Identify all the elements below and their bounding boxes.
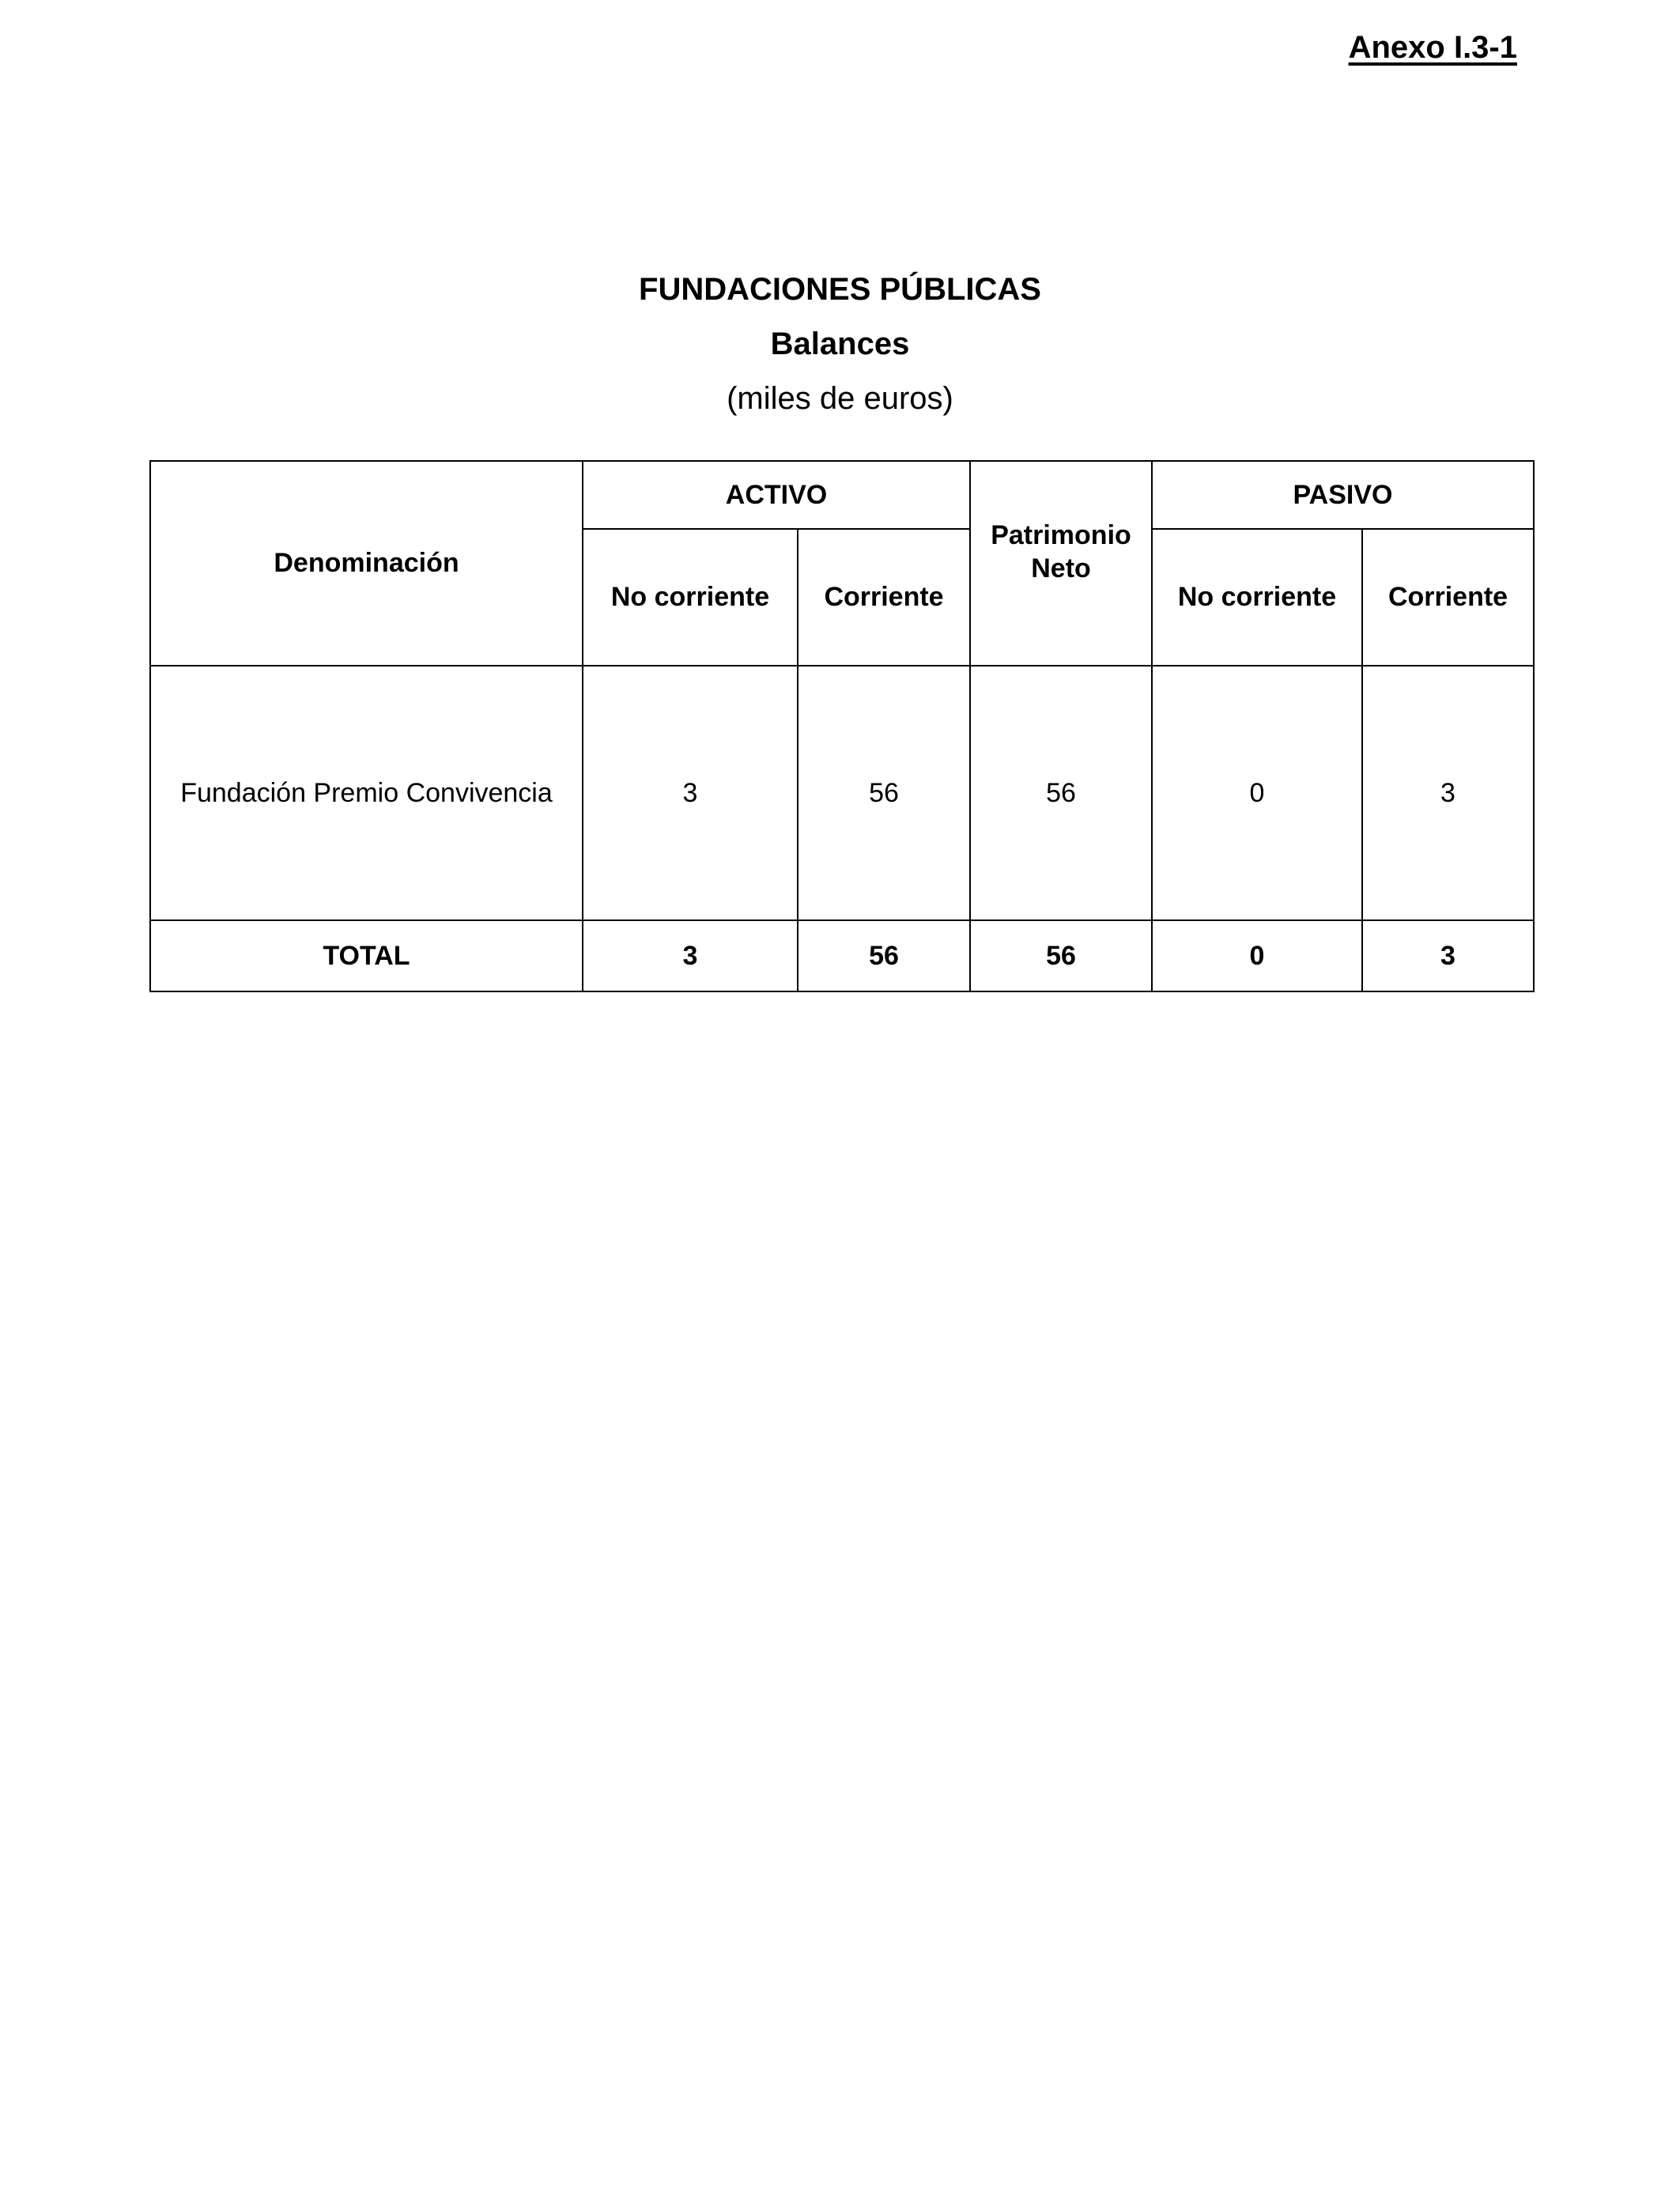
row-pasivo-no-corriente: 0 — [1152, 666, 1362, 920]
row-name: Fundación Premio Convivencia — [150, 666, 583, 920]
page-subtitle: Balances — [770, 327, 910, 361]
total-patrimonio-neto: 56 — [970, 920, 1152, 991]
total-pasivo-corriente: 3 — [1362, 920, 1534, 991]
title-block — [0, 267, 1680, 421]
header-patrimonio-neto — [970, 461, 1152, 666]
row-pasivo-corriente: 3 — [1362, 666, 1534, 920]
header-group-row — [150, 461, 1534, 529]
total-activo-corriente: 56 — [798, 920, 970, 991]
page-title: FUNDACIONES PÚBLICAS — [639, 272, 1041, 307]
header-activo: ACTIVO — [583, 461, 970, 529]
total-label: TOTAL — [150, 920, 583, 991]
total-row — [150, 920, 1534, 991]
balance-table — [149, 460, 1535, 992]
header-denominacion: Denominación — [150, 461, 583, 666]
total-activo-no-corriente: 3 — [583, 920, 798, 991]
header-pasivo-no-corriente: No corriente — [1152, 529, 1362, 666]
row-activo-no-corriente: 3 — [583, 666, 798, 920]
units-note: (miles de euros) — [727, 381, 953, 416]
row-activo-corriente: 56 — [798, 666, 970, 920]
header-activo-corriente: Corriente — [798, 529, 970, 666]
total-pasivo-no-corriente: 0 — [1152, 920, 1362, 991]
header-pasivo: PASIVO — [1152, 461, 1534, 529]
row-patrimonio-neto: 56 — [970, 666, 1152, 920]
header-patrimonio-neto-line1: Patrimonio — [991, 519, 1131, 550]
header-patrimonio-neto-line2: Neto — [1031, 553, 1091, 583]
header-pasivo-corriente: Corriente — [1362, 529, 1534, 666]
annex-label: Anexo I.3-1 — [1348, 30, 1517, 65]
header-activo-no-corriente: No corriente — [583, 529, 798, 666]
table-row — [150, 666, 1534, 920]
